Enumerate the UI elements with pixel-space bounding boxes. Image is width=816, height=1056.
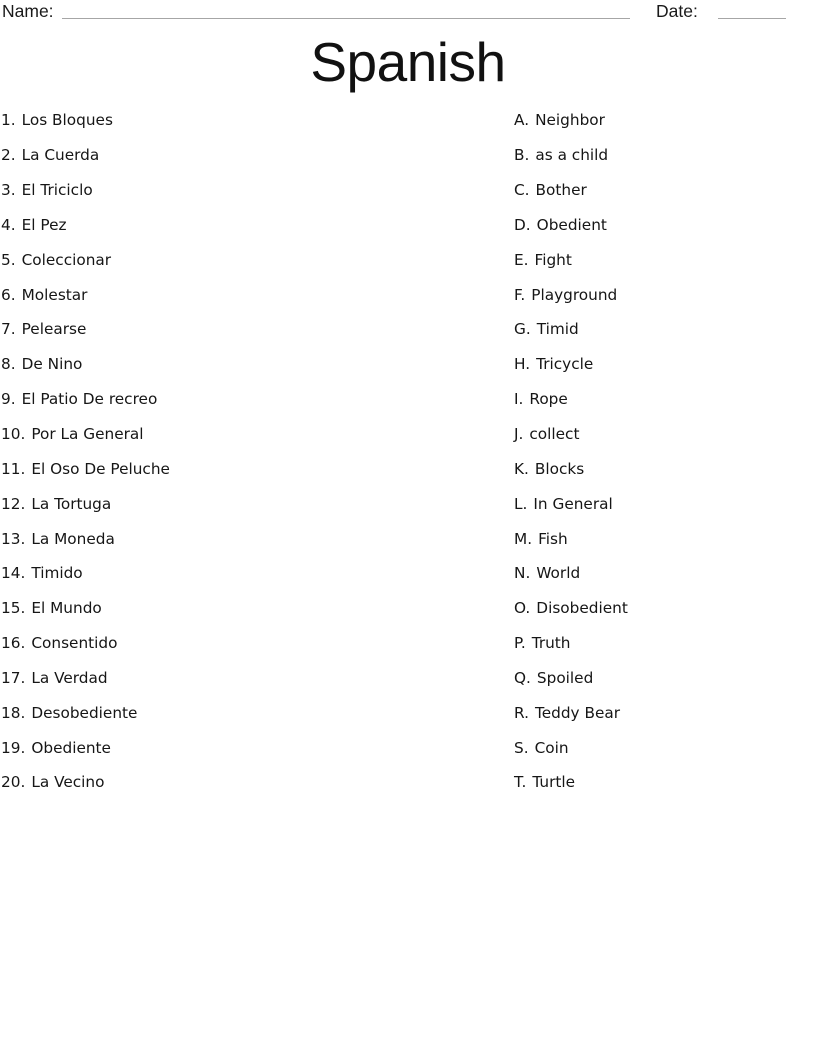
item-text: La Moneda: [31, 529, 115, 548]
item-letter: L.: [514, 494, 528, 513]
item-letter: K.: [514, 459, 529, 478]
item-text: El Pez: [21, 215, 67, 234]
item-number: 12.: [1, 494, 26, 513]
item-number: 10.: [1, 425, 26, 444]
item-text: Los Bloques: [21, 111, 113, 130]
item-text: El Mundo: [31, 599, 102, 618]
item-text: World: [536, 564, 581, 583]
list-item: [1, 556, 514, 591]
list-item: [1, 312, 514, 347]
item-text: Blocks: [534, 459, 585, 478]
list-item: [514, 765, 816, 800]
item-text: Neighbor: [535, 111, 605, 130]
list-item: [1, 695, 514, 730]
item-text: Turtle: [532, 773, 576, 792]
item-number: 11.: [1, 459, 26, 478]
item-text: Por La General: [31, 425, 144, 444]
item-number: 3.: [1, 181, 16, 200]
item-number: 17.: [1, 668, 26, 687]
list-item: [514, 451, 816, 486]
list-item: [514, 591, 816, 626]
list-item: [514, 556, 816, 591]
list-item: [514, 138, 816, 173]
matching-columns: [0, 103, 816, 800]
item-letter: J.: [514, 425, 524, 444]
item-number: 2.: [1, 146, 16, 165]
list-item: [514, 242, 816, 277]
item-number: 14.: [1, 564, 26, 583]
list-item: [1, 242, 514, 277]
list-item: [1, 765, 514, 800]
list-item: [514, 382, 816, 417]
english-answers-column: [514, 103, 816, 800]
list-item: [1, 277, 514, 312]
item-text: as a child: [535, 146, 609, 165]
list-item: [1, 103, 514, 138]
item-letter: C.: [514, 181, 530, 200]
item-text: El Triciclo: [21, 181, 93, 200]
spanish-terms-column: [0, 103, 514, 800]
item-number: 4.: [1, 215, 16, 234]
item-text: La Tortuga: [31, 494, 112, 513]
item-text: Timid: [536, 320, 579, 339]
list-item: [514, 661, 816, 696]
item-text: In General: [533, 494, 613, 513]
item-number: 18.: [1, 703, 26, 722]
item-text: Obediente: [31, 738, 111, 757]
name-label: Name:: [2, 1, 54, 21]
item-letter: H.: [514, 355, 531, 374]
item-number: 6.: [1, 285, 16, 304]
item-number: 15.: [1, 599, 26, 618]
item-number: 7.: [1, 320, 16, 339]
list-item: [514, 730, 816, 765]
item-text: collect: [529, 425, 580, 444]
item-text: Molestar: [21, 285, 88, 304]
item-text: Fish: [538, 529, 568, 548]
item-letter: A.: [514, 111, 530, 130]
item-text: La Cuerda: [21, 146, 100, 165]
item-text: Bother: [535, 181, 587, 200]
list-item: [514, 695, 816, 730]
list-item: [1, 486, 514, 521]
item-number: 9.: [1, 390, 16, 409]
item-text: Disobedient: [536, 599, 628, 618]
item-text: Consentido: [31, 634, 118, 653]
list-item: [514, 626, 816, 661]
item-letter: S.: [514, 738, 529, 757]
item-text: Timido: [31, 564, 83, 583]
list-item: [514, 208, 816, 243]
item-letter: F.: [514, 285, 526, 304]
list-item: [514, 347, 816, 382]
list-item: [1, 451, 514, 486]
list-item: [1, 661, 514, 696]
list-item: [1, 208, 514, 243]
list-item: [1, 626, 514, 661]
item-text: Truth: [531, 634, 571, 653]
item-letter: O.: [514, 599, 531, 618]
item-number: 19.: [1, 738, 26, 757]
item-letter: N.: [514, 564, 531, 583]
list-item: [514, 277, 816, 312]
item-text: Teddy Bear: [534, 703, 621, 722]
item-number: 13.: [1, 529, 26, 548]
item-letter: G.: [514, 320, 531, 339]
item-text: Coin: [534, 738, 569, 757]
item-text: Obedient: [536, 215, 607, 234]
item-letter: I.: [514, 390, 524, 409]
item-number: 5.: [1, 250, 16, 269]
item-letter: E.: [514, 250, 529, 269]
item-text: Fight: [534, 250, 572, 269]
item-letter: T.: [514, 773, 527, 792]
item-number: 16.: [1, 634, 26, 653]
item-number: 8.: [1, 355, 16, 374]
item-letter: D.: [514, 215, 531, 234]
item-text: Coleccionar: [21, 250, 112, 269]
item-text: Playground: [531, 285, 618, 304]
date-label: Date:: [656, 1, 698, 21]
item-letter: P.: [514, 634, 526, 653]
date-blank-line: [718, 0, 786, 19]
item-text: La Verdad: [31, 668, 108, 687]
list-item: [1, 730, 514, 765]
list-item: [514, 312, 816, 347]
page-title: Spanish: [310, 31, 506, 93]
item-text: Rope: [529, 390, 568, 409]
item-text: Pelearse: [21, 320, 87, 339]
item-text: Desobediente: [31, 703, 138, 722]
item-letter: Q.: [514, 668, 531, 687]
item-text: Tricycle: [536, 355, 594, 374]
item-text: Spoiled: [536, 668, 594, 687]
name-blank-line: [62, 0, 630, 19]
list-item: [514, 103, 816, 138]
list-item: [1, 417, 514, 452]
list-item: [514, 521, 816, 556]
item-number: 1.: [1, 111, 16, 130]
item-text: De Nino: [21, 355, 83, 374]
list-item: [1, 173, 514, 208]
header: [0, 0, 816, 25]
list-item: [514, 417, 816, 452]
list-item: [514, 173, 816, 208]
item-text: La Vecino: [31, 773, 105, 792]
list-item: [1, 521, 514, 556]
item-text: El Patio De recreo: [21, 390, 158, 409]
item-number: 20.: [1, 773, 26, 792]
list-item: [1, 382, 514, 417]
item-letter: M.: [514, 529, 533, 548]
item-text: El Oso De Peluche: [31, 459, 170, 478]
list-item: [1, 138, 514, 173]
list-item: [1, 591, 514, 626]
list-item: [1, 347, 514, 382]
item-letter: B.: [514, 146, 530, 165]
item-letter: R.: [514, 703, 529, 722]
list-item: [514, 486, 816, 521]
